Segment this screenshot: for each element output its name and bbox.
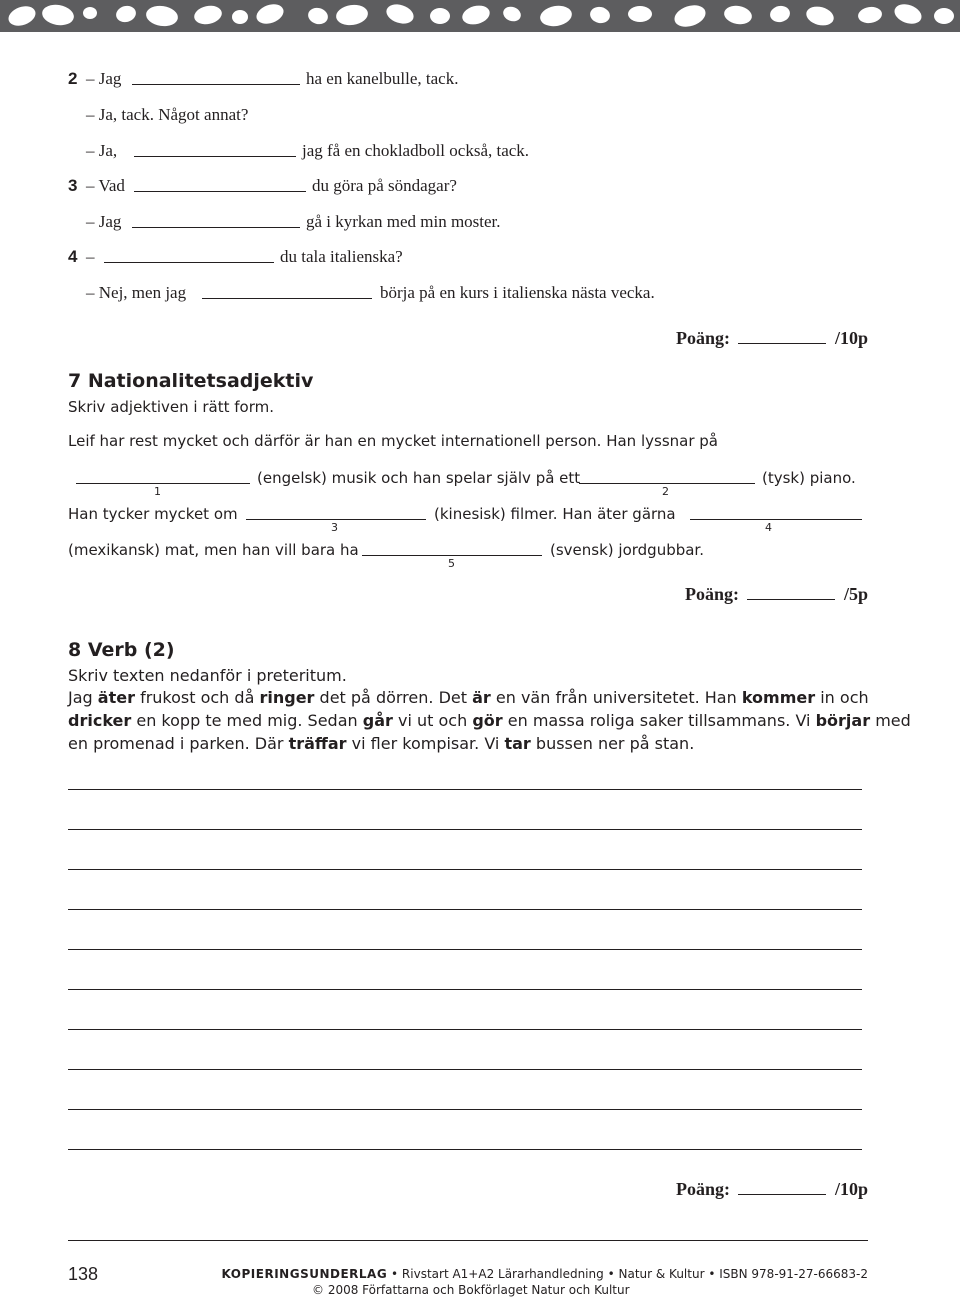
ex8-text-line-3 bbox=[68, 733, 694, 755]
adjective-blank-2[interactable] bbox=[579, 469, 755, 484]
sentence-text: (tysk) piano. bbox=[762, 469, 856, 487]
answer-blank[interactable] bbox=[132, 70, 300, 85]
text-fragment: vi ut och bbox=[397, 711, 468, 730]
score-label: Poäng: bbox=[684, 584, 739, 604]
verb-highlight: tar bbox=[504, 734, 531, 753]
sentence-text: Han tycker mycket om bbox=[68, 505, 238, 523]
footer-divider bbox=[68, 1240, 868, 1241]
writing-line[interactable] bbox=[68, 789, 862, 790]
blank-marker: 4 bbox=[765, 521, 772, 534]
text-fragment: in och bbox=[820, 688, 869, 707]
top-decorative-band bbox=[0, 0, 960, 32]
bubble-pattern-icon bbox=[0, 0, 960, 32]
writing-line[interactable] bbox=[68, 1069, 862, 1070]
writing-line[interactable] bbox=[68, 1149, 862, 1150]
writing-line[interactable] bbox=[68, 1109, 862, 1110]
footer-copyright: © 2008 Författarna och Bokförlaget Natur och Kultur bbox=[312, 1283, 630, 1297]
adjective-blank-5[interactable] bbox=[362, 541, 542, 556]
sentence-text: (engelsk) musik och han spelar själv på ett bbox=[257, 469, 581, 487]
dialog-text: – bbox=[86, 247, 95, 266]
ex8-instruction: Skriv texten nedanför i preteritum. bbox=[68, 666, 347, 685]
ex7-title: 7 Nationalitetsadjektiv bbox=[68, 370, 314, 392]
answer-blank[interactable] bbox=[134, 142, 296, 157]
dialog-text: jag få en chokladboll också, tack. bbox=[302, 141, 530, 160]
score-max: /5p bbox=[843, 584, 868, 604]
footer-isbn: ISBN 978-91-27-66683-2 bbox=[719, 1267, 868, 1281]
text-fragment: Jag bbox=[68, 688, 93, 707]
score-ex6 bbox=[676, 327, 868, 349]
footer-brand: KOPIERINGSUNDERLAG bbox=[221, 1267, 388, 1281]
dialog-text: du tala italienska? bbox=[280, 247, 403, 266]
dialog-text: – Vad bbox=[86, 176, 125, 195]
dialog-text: gå i kyrkan med min moster. bbox=[306, 212, 501, 231]
ex8-text-line-1 bbox=[68, 687, 869, 709]
sentence-text: (kinesisk) filmer. Han äter gärna bbox=[434, 505, 676, 523]
score-max: /10p bbox=[834, 1179, 868, 1199]
writing-line[interactable] bbox=[68, 909, 862, 910]
dialog-text: ha en kanelbulle, tack. bbox=[306, 69, 459, 88]
adjective-blank-1[interactable] bbox=[76, 469, 250, 484]
text-fragment: en vän från universitetet. Han bbox=[495, 688, 737, 707]
bullet-separator: • bbox=[607, 1267, 615, 1281]
dialog-text: – Jag bbox=[86, 212, 122, 231]
dialog-text: – Jag bbox=[86, 69, 122, 88]
text-fragment: en massa roliga saker tillsammans. Vi bbox=[507, 711, 811, 730]
blank-marker: 5 bbox=[448, 557, 455, 570]
score-label: Poäng: bbox=[675, 1179, 730, 1199]
adjective-blank-3[interactable] bbox=[246, 505, 426, 520]
score-ex7 bbox=[685, 583, 868, 605]
writing-line[interactable] bbox=[68, 989, 862, 990]
item-number: 2 bbox=[68, 69, 78, 88]
ex7-instruction: Skriv adjektiven i rätt form. bbox=[68, 398, 274, 416]
score-blank[interactable] bbox=[738, 331, 826, 344]
blank-marker: 3 bbox=[331, 521, 338, 534]
score-max: /10p bbox=[834, 328, 868, 348]
score-blank[interactable] bbox=[738, 1182, 826, 1195]
text-fragment: med bbox=[875, 711, 911, 730]
ex7-text-line-1: Leif har rest mycket och därför är han en mycket internationell person. Han lyssnar på bbox=[68, 432, 718, 450]
verb-highlight: går bbox=[362, 711, 393, 730]
bullet-separator: • bbox=[708, 1267, 716, 1281]
text-fragment: bussen ner på stan. bbox=[535, 734, 695, 753]
verb-highlight: dricker bbox=[68, 711, 132, 730]
answer-blank[interactable] bbox=[104, 248, 274, 263]
verb-highlight: träffar bbox=[288, 734, 347, 753]
verb-highlight: ringer bbox=[259, 688, 315, 707]
dialog-text: – Nej, men jag bbox=[86, 283, 187, 302]
ex8-text-line-2 bbox=[68, 710, 911, 732]
score-ex8 bbox=[676, 1178, 868, 1200]
score-blank[interactable] bbox=[747, 587, 835, 600]
verb-highlight: äter bbox=[97, 688, 135, 707]
item-number: 4 bbox=[68, 247, 78, 266]
ex8-title: 8 Verb (2) bbox=[68, 639, 175, 661]
writing-line[interactable] bbox=[68, 1029, 862, 1030]
footer-info bbox=[222, 1266, 868, 1282]
writing-line[interactable] bbox=[68, 829, 862, 830]
adjective-blank-4[interactable] bbox=[690, 505, 862, 520]
verb-highlight: gör bbox=[472, 711, 503, 730]
ex6-line-reply: – Ja, tack. Något annat? bbox=[86, 105, 249, 124]
sentence-text: (mexikansk) mat, men han vill bara ha bbox=[68, 541, 359, 559]
dialog-text: du göra på söndagar? bbox=[312, 176, 457, 195]
score-label: Poäng: bbox=[675, 328, 730, 348]
bullet-separator: • bbox=[391, 1267, 399, 1281]
text-fragment: frukost och då bbox=[140, 688, 255, 707]
blank-marker: 2 bbox=[662, 485, 669, 498]
answer-blank[interactable] bbox=[134, 177, 306, 192]
answer-blank[interactable] bbox=[202, 284, 372, 299]
dialog-text: börja på en kurs i italienska nästa vecka. bbox=[380, 283, 655, 302]
footer-publisher: Natur & Kultur bbox=[618, 1267, 705, 1281]
verb-highlight: kommer bbox=[741, 688, 816, 707]
verb-highlight: är bbox=[472, 688, 491, 707]
text-fragment: en kopp te med mig. Sedan bbox=[136, 711, 358, 730]
dialog-text: – Ja, bbox=[86, 141, 118, 160]
footer-book: Rivstart A1+A2 Lärarhandledning bbox=[401, 1267, 604, 1281]
blank-marker: 1 bbox=[154, 485, 161, 498]
page-number: 138 bbox=[68, 1264, 99, 1284]
sentence-text: (svensk) jordgubbar. bbox=[550, 541, 704, 559]
item-number: 3 bbox=[68, 176, 78, 195]
text-fragment: det på dörren. Det bbox=[319, 688, 467, 707]
text-fragment: vi fler kompisar. Vi bbox=[351, 734, 500, 753]
writing-line[interactable] bbox=[68, 949, 862, 950]
writing-line[interactable] bbox=[68, 869, 862, 870]
verb-highlight: börjar bbox=[815, 711, 871, 730]
answer-blank[interactable] bbox=[132, 213, 300, 228]
text-fragment: en promenad i parken. Där bbox=[68, 734, 284, 753]
